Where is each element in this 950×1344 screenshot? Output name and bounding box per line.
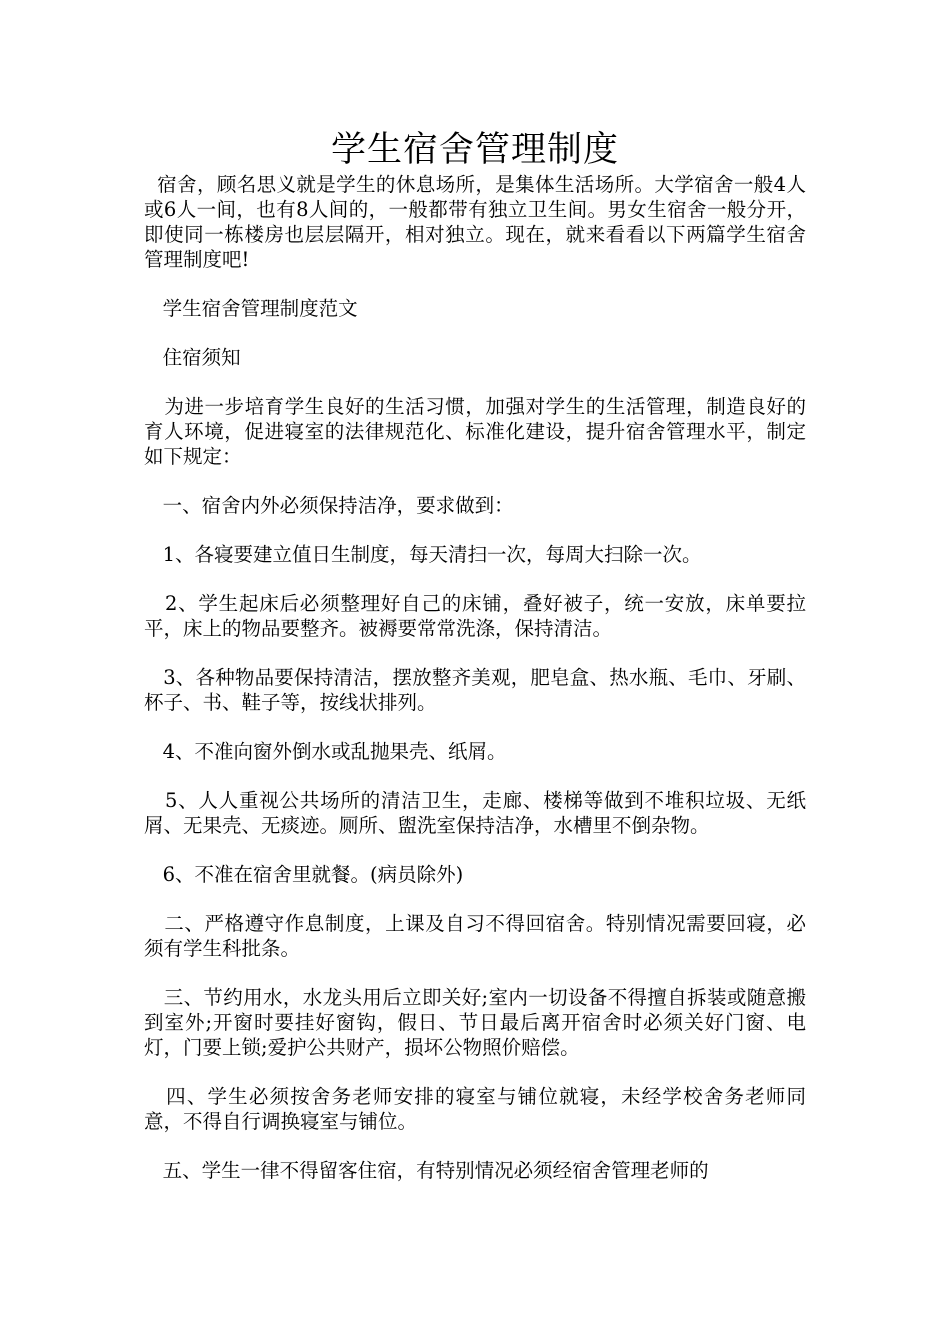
paragraph-rule-1-2: 2、学生起床后必须整理好自己的床铺，叠好被子，统一安放，床单要拉平，床上的物品要整齐。被褥要常常洗涤，保持清洁。 xyxy=(144,592,806,640)
paragraph-rule-1-4: 4、不准向窗外倒水或乱抛果壳、纸屑。 xyxy=(144,740,507,763)
paragraph-rule-5: 五、学生一律不得留客住宿，有特别情况必须经宿舍管理老师的 xyxy=(144,1159,709,1182)
paragraph-rule-1-3: 3、各种物品要保持清洁，摆放整齐美观，肥皂盒、热水瓶、毛巾、牙刷、杯子、书、鞋子等，按线状排列。 xyxy=(144,666,806,714)
paragraph-section-title: 学生宿舍管理制度范文 xyxy=(144,297,358,320)
document-page xyxy=(144,128,806,1183)
paragraph-rule-4: 四、学生必须按舍务老师安排的寝室与铺位就寝，未经学校舍务老师同意，不得自行调换寝室与铺位。 xyxy=(144,1085,806,1133)
paragraph-rule-1: 一、宿舍内外必须保持洁净，要求做到： xyxy=(144,494,514,517)
paragraph-rule-1-5: 5、人人重视公共场所的清洁卫生，走廊、楼梯等做到不堆积垃圾、无纸屑、无果壳、无痰迹。厕所、盥洗室保持洁净，水槽里不倒杂物。 xyxy=(144,789,806,837)
paragraph-rule-3: 三、节约用水，水龙头用后立即关好;室内一切设备不得擅自拆装或随意搬到室外;开窗时要挂好窗钩，假日、节日最后离开宿舍时必须关好门窗、电灯，门要上锁;爱护公共财产，损坏公物照价赔偿。 xyxy=(144,986,806,1059)
paragraph-rule-1-6: 6、不准在宿舍里就餐。(病员除外) xyxy=(144,863,464,886)
paragraph-intro: 宿舍，顾名思义就是学生的休息场所，是集体生活场所。大学宿舍一般4人或6人一间，也有8人间的，一般都带有独立卫生间。男女生宿舍一般分开，即使同一栋楼房也层层隔开，相对独立。现在，就来看看以下两篇学生宿舍管理制度吧! xyxy=(144,173,806,271)
document-title: 学生宿舍管理制度 xyxy=(330,130,619,170)
paragraph-subtitle: 住宿须知 xyxy=(144,346,241,369)
paragraph-preamble: 为进一步培育学生良好的生活习惯，加强对学生的生活管理，制造良好的育人环境，促进寝室的法律规范化、标准化建设，提升宿舍管理水平，制定如下规定： xyxy=(144,395,806,468)
paragraph-rule-1-1: 1、各寝要建立值日生制度，每天清扫一次，每周大扫除一次。 xyxy=(144,543,702,566)
paragraph-rule-2: 二、严格遵守作息制度，上课及自习不得回宿舍。特别情况需要回寝，必须有学生科批条。 xyxy=(144,912,806,960)
